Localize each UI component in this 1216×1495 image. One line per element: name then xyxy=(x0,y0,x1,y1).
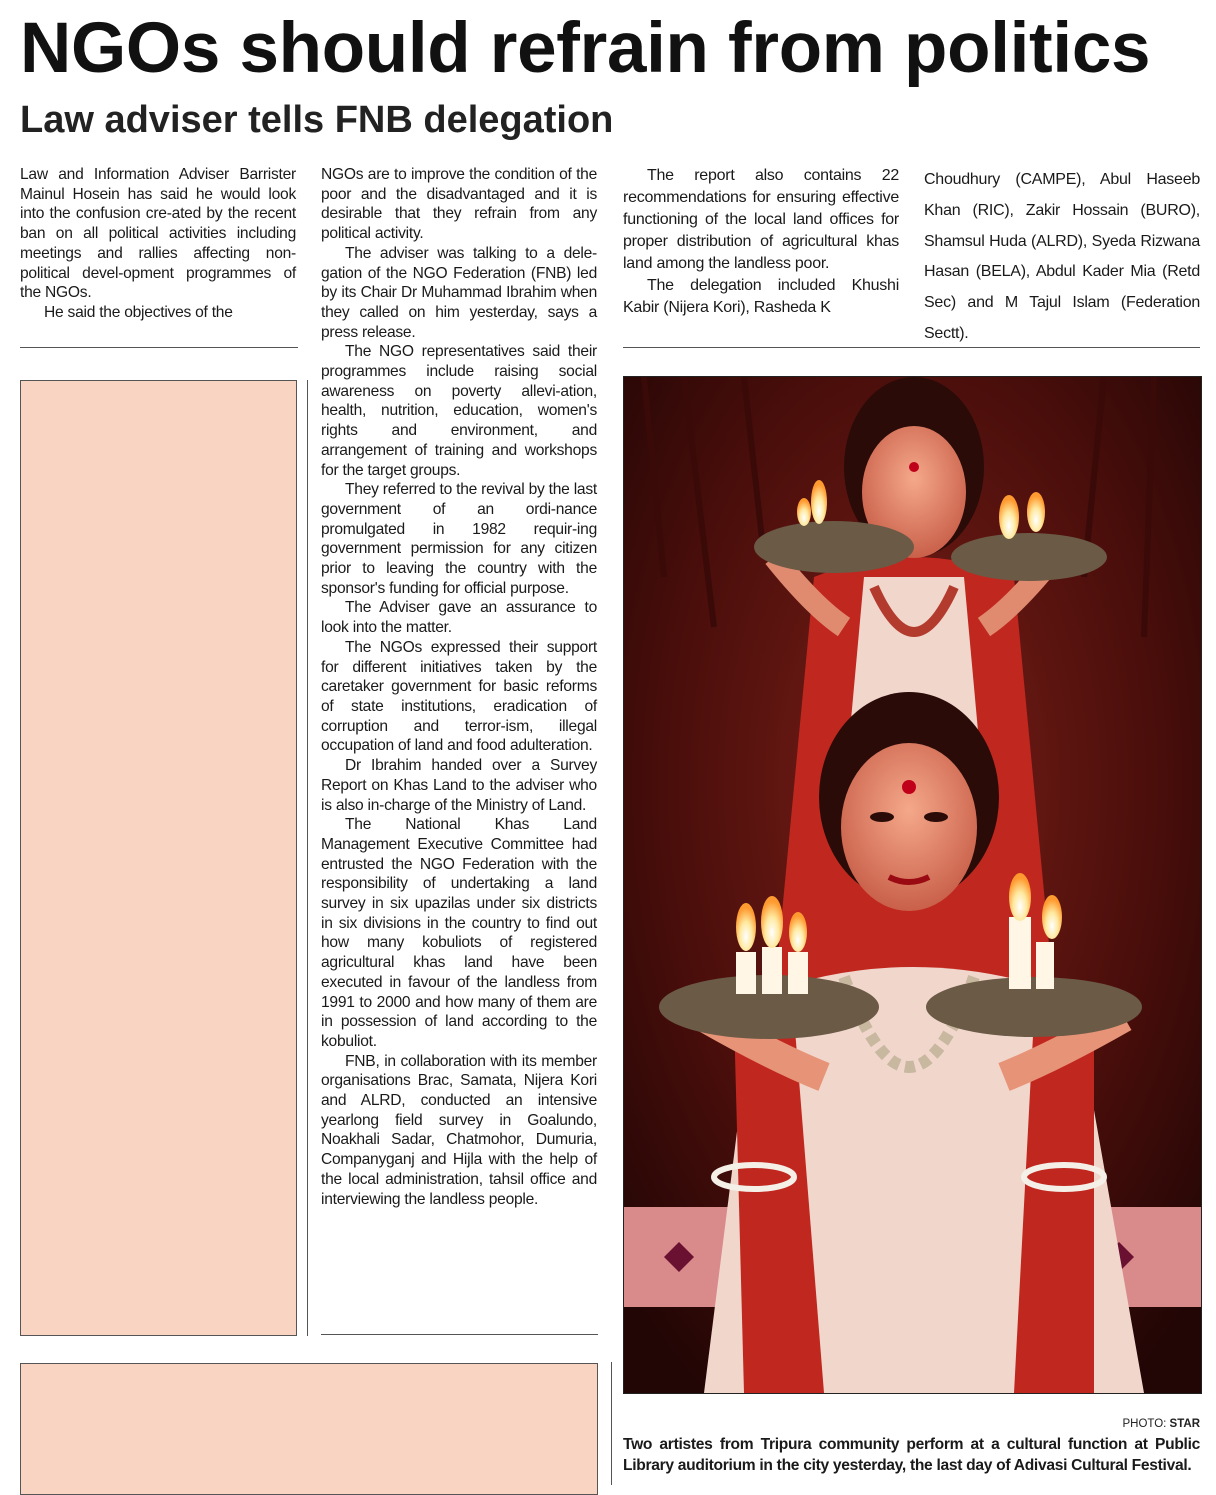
paragraph: The National Khas Land Management Executive Committee had entrusted the NGO Federation with the responsibility of undertaking a land survey in six upazilas under six districts in six divisions in the country to find out how many kobuliots of registered agricultural khas land have been executed in favour of the landless from 1991 to 2000 and how many of them are in possession of land according to the kobuliot. xyxy=(321,816,597,1050)
paragraph: Dr Ibrahim handed over a Survey Report on Khas Land to the adviser who is also in-charge of the Ministry of Land. xyxy=(321,757,597,814)
paragraph: The NGOs expressed their support for different initiatives taken by the caretaker government for basic reforms of state institutions, eradication of corruption and terror-ism, illegal occupation of land and food adulteration. xyxy=(321,638,597,755)
column-divider-rule xyxy=(321,1334,598,1335)
paragraph: He said the objectives of the xyxy=(44,303,233,321)
paragraph: The adviser was talking to a dele-gation of the NGO Federation (FNB) led by its Chair Dr Muhammad Ibrahim when they called on him yesterday, says a press release. xyxy=(321,244,597,341)
article-column-1 xyxy=(20,165,296,323)
paragraph: The report also contains 22 recommendations for ensuring effective functioning of the local land offices for proper distribution of agricultural khas land among the landless poor. xyxy=(623,167,899,272)
ad-placeholder xyxy=(20,380,297,1336)
vertical-divider-rule xyxy=(611,1362,612,1485)
paragraph: FNB, in collaboration with its member organisations Brac, Samata, Nijera Kori and ALRD, conducted an intensive yearlong field survey in Goalundo, Noakhali Sadar, Chatmohor, Dumuria, Companyganj and Hijla with the help of the local administration, tahsil office and interviewing the landless people. xyxy=(321,1052,597,1208)
paragraph: The Adviser gave an assurance to look into the matter. xyxy=(321,599,597,637)
article-column-4 xyxy=(924,165,1200,350)
photo-caption: Two artistes from Tripura community perform at a cultural function at Public Library auditorium in the city yesterday, the last day of Adivasi Cultural Festival. xyxy=(623,1436,1200,1474)
photo-credit xyxy=(1000,1418,1200,1430)
column-divider-rule xyxy=(623,347,1200,348)
vertical-divider-rule xyxy=(307,380,308,1336)
paragraph: The delegation included Khushi Kabir (Nijera Kori), Rasheda K xyxy=(623,277,899,316)
headline: NGOs should refrain from politics xyxy=(20,9,1151,88)
paragraph: The NGO representatives said their programmes include raising social awareness on poverty allevi-ation, health, nutrition, education, women's rights and environment, and arrangement of training and workshops for the target groups. xyxy=(321,343,597,479)
article-column-2 xyxy=(321,165,597,1209)
ad-placeholder xyxy=(20,1363,598,1495)
dancers-photo xyxy=(623,376,1202,1394)
paragraph: Choudhury (CAMPE), Abul Haseeb Khan (RIC), Zakir Hossain (BURO), Shamsul Huda (ALRD), Syeda Rizwana Hasan (BELA), Abdul Kader Mia (Retd Sec) and M Tajul Islam (Federation Sectt). xyxy=(924,171,1200,342)
article-column-3 xyxy=(623,165,899,319)
paragraph: They referred to the revival by the last government of an ordi-nance promulgated in 1982 requir-ing government permission for any citizen prior to leaving the country with the sponsor's funding for official purpose. xyxy=(321,481,597,597)
photo-credit-prefix: PHOTO: xyxy=(1122,1418,1170,1430)
column-divider-rule xyxy=(20,347,298,348)
paragraph: Law and Information Adviser Barrister Mainul Hosein has said he would look into the confusion cre-ated by the recent ban on all political activities including meetings and rallies affecting non-political devel-opment programmes of the NGOs. xyxy=(20,166,296,302)
paragraph: NGOs are to improve the condition of the poor and the disadvantaged and it is desirable that they refrain from any political activity. xyxy=(321,166,597,243)
subheadline: Law adviser tells FNB delegation xyxy=(20,99,614,141)
photo-credit-source: STAR xyxy=(1169,1418,1200,1430)
dancers-illustration xyxy=(624,377,1201,1393)
